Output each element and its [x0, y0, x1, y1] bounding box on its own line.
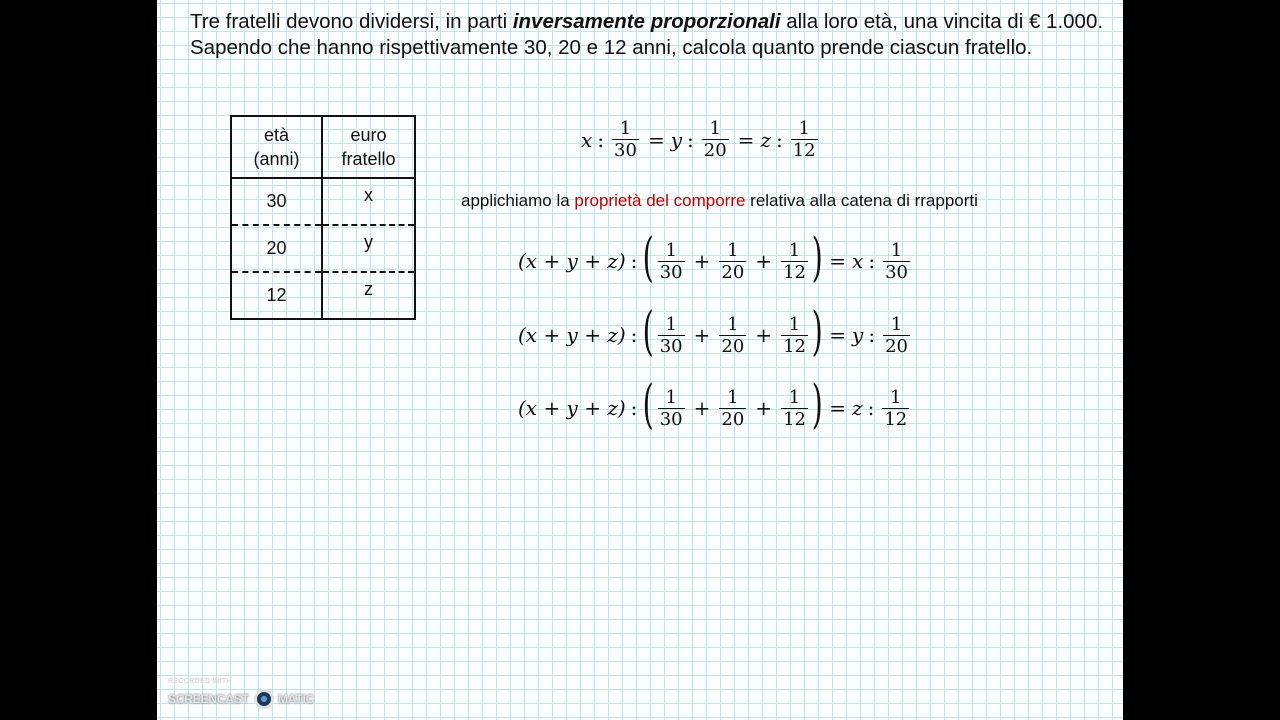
fraction: $\frac{1}{12}$ [792, 118, 816, 161]
age-cell: 20 [231, 225, 322, 272]
screencast-watermark: RECORDED WITH SCREENCAST MATIC [168, 678, 323, 714]
problem-text-end: alla loro età, una vincita di € 1.000. Sapendo che hanno rispettivamente 30, 20 e 12 anni, calcola quanto prende ciascun fratello. [190, 10, 1104, 59]
euro-cell: x [322, 178, 415, 225]
problem-statement [190, 9, 1110, 61]
table-row [231, 178, 415, 225]
age-cell: 30 [231, 178, 322, 225]
age-euro-table [230, 115, 416, 320]
worksheet-page [157, 0, 1123, 720]
age-cell: 12 [266, 285, 287, 305]
table-row [231, 272, 415, 319]
fraction: $\frac{1}{20}$ [703, 118, 727, 161]
composition-equation: (x + y + z) : ( $\frac{1}{30}$ + $\frac{1}{20}$ + $\frac{1}{12}$ ) = y : $\frac{1}{20}$ [518, 302, 908, 362]
header-euro: euro fratello [322, 116, 415, 178]
composition-equation: (x + y + z) : ( $\frac{1}{30}$ + $\frac{1}{20}$ + $\frac{1}{12}$ ) = x : $\frac{1}{30}$ [518, 228, 908, 288]
proportion-chain: x : $\frac{1}{30}$ = y : $\frac{1}{20}$ = z : $\frac{1}{12}$ [581, 118, 816, 161]
composition-equation: (x + y + z) : ( $\frac{1}{30}$ + $\frac{1}{20}$ + $\frac{1}{12}$ ) = z : $\frac{1}{12}$ [518, 375, 908, 435]
table-row [231, 225, 415, 272]
screencast-logo-icon [254, 689, 274, 709]
highlighted-property: proprietà del comporre [574, 191, 746, 210]
problem-text-start: Tre fratelli devono dividersi, in parti [190, 10, 513, 33]
instruction-sentence: applichiamo la proprietà del comporre relativa alla catena di rrapporti [461, 191, 978, 210]
header-eta: età (anni) [231, 116, 322, 178]
euro-cell: y [322, 225, 415, 272]
euro-cell: z [322, 272, 415, 319]
fraction: $\frac{1}{30}$ [614, 118, 637, 161]
problem-emphasis: inversamente proporzionali [512, 10, 781, 33]
